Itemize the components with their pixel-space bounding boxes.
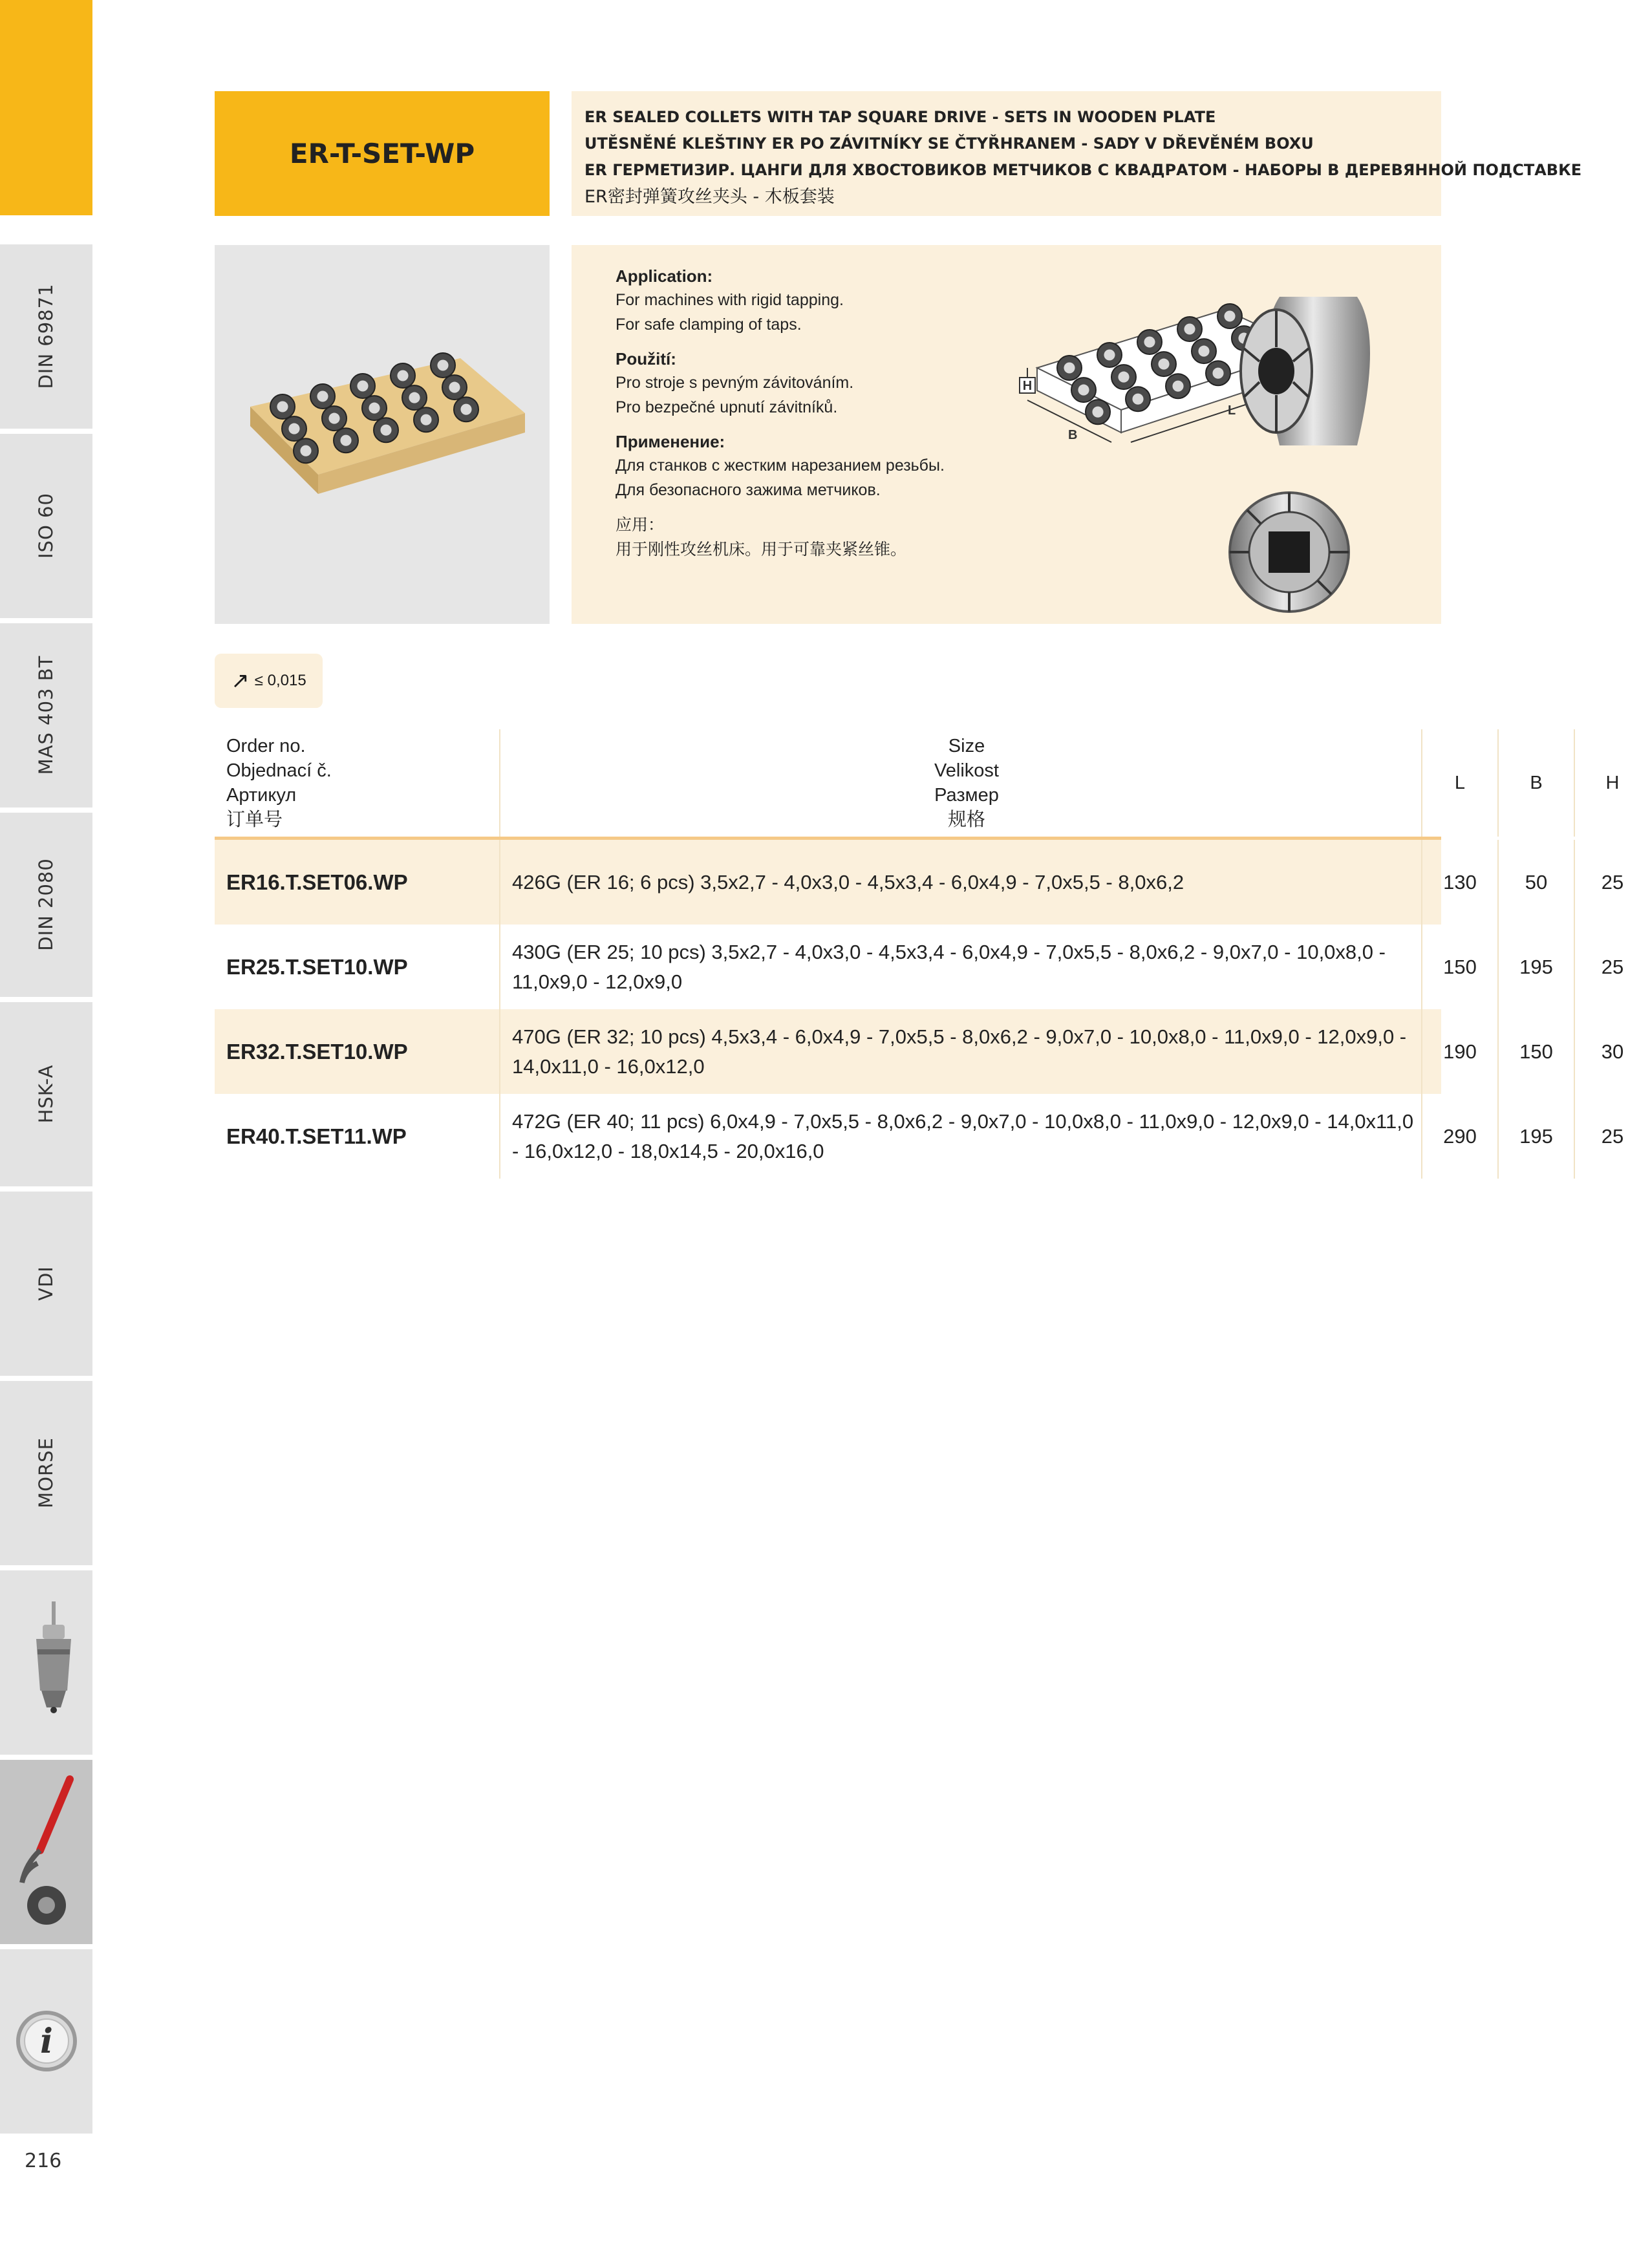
header-line: 订单号 bbox=[226, 809, 283, 830]
sidebar bbox=[0, 0, 92, 2146]
sidebar-tab-vdi[interactable] bbox=[0, 1192, 92, 1376]
sidebar-tab-label: MORSE bbox=[35, 1437, 57, 1508]
sidebar-tab-din-69871[interactable] bbox=[0, 244, 92, 429]
sidebar-tab-spanners-nuts[interactable] bbox=[0, 1760, 92, 1944]
drill-chuck-icon bbox=[0, 1570, 92, 1755]
sidebar-tab-label: MAS 403 BT bbox=[35, 655, 57, 775]
header-line: Size bbox=[948, 736, 985, 756]
application-heading-en: Application: bbox=[616, 266, 713, 286]
description-cs: UTĚSNĚNÉ KLEŠTINY ER PO ZÁVITNÍKY SE ČTYŘHRANEM - SADY V DŘEVĚNÉM BOXU bbox=[584, 134, 1314, 153]
collet-bore-shape bbox=[1184, 323, 1195, 334]
sidebar-tab-info[interactable] bbox=[0, 1949, 92, 2134]
application-line: Для безопасного зажима метчиков. bbox=[616, 481, 881, 499]
collet-bore-shape bbox=[277, 401, 288, 412]
sidebar-tab-label: HSK-A bbox=[35, 1064, 57, 1124]
sidebar-tab-mas-403-bt[interactable] bbox=[0, 623, 92, 808]
collet-set-photo bbox=[215, 245, 550, 624]
sidebar-tab-iso-60[interactable] bbox=[0, 434, 92, 618]
application-heading-cs: Použití: bbox=[616, 349, 676, 369]
collet-bore-shape bbox=[1158, 359, 1169, 370]
cell-h: 25 bbox=[1574, 1094, 1650, 1179]
collet-bore-shape bbox=[1172, 381, 1183, 392]
header-line: H bbox=[1605, 773, 1620, 793]
header-line: Order no. bbox=[226, 736, 306, 756]
svg-text:i: i bbox=[40, 2022, 53, 2061]
runout-value: ≤ 0,015 bbox=[254, 672, 306, 689]
table-row bbox=[215, 925, 1624, 1009]
collet-bore-shape bbox=[397, 370, 408, 381]
collet-bore-shape bbox=[300, 445, 311, 456]
runout-badge bbox=[215, 654, 323, 708]
application-line: Pro bezpečné upnutí závitníků. bbox=[616, 398, 838, 416]
collet-bore-shape bbox=[369, 403, 380, 414]
cell-size: 472G (ER 40; 11 pcs) 6,0x4,9 - 7,0x5,5 - 8,0x6,2 - 9,0x7,0 - 10,0x8,0 - 11,0x9,0 - 12,0x9,0 - 14,0x11,0 - 16,0x12,0 - 18,0x14,5 - 20,0x16,0 bbox=[499, 1094, 1421, 1179]
cell-h: 25 bbox=[1574, 925, 1650, 1009]
collet-bore-shape bbox=[1078, 385, 1089, 396]
collet-bore-shape bbox=[449, 382, 460, 393]
description-en: ER SEALED COLLETS WITH TAP SQUARE DRIVE - SETS IN WOODEN PLATE bbox=[584, 108, 1216, 126]
sidebar-tab-label: ISO 60 bbox=[35, 493, 57, 559]
dimension-label-h: H bbox=[1022, 379, 1033, 393]
application-heading-zh: 应用： bbox=[616, 516, 665, 534]
product-table bbox=[215, 729, 1624, 1179]
sidebar-tab-din-2080[interactable] bbox=[0, 813, 92, 997]
cell-b: 150 bbox=[1497, 1009, 1574, 1094]
application-heading-ru: Применение: bbox=[616, 432, 725, 451]
header-l bbox=[1421, 729, 1497, 837]
cell-size: 426G (ER 16; 6 pcs) 3,5x2,7 - 4,0x3,0 - 4,5x3,4 - 6,0x4,9 - 7,0x5,5 - 8,0x6,2 bbox=[499, 840, 1421, 925]
application-line: 用于刚性攻丝机床。用于可靠夹紧丝锥。 bbox=[616, 540, 907, 559]
cell-size: 470G (ER 32; 10 pcs) 4,5x3,4 - 6,0x4,9 - 7,0x5,5 - 8,0x6,2 - 9,0x7,0 - 10,0x8,0 - 11,0x9,0 - 12,0x9,0 - 14,0x11,0 - 16,0x12,0 bbox=[499, 1009, 1421, 1094]
application-panel bbox=[572, 245, 1441, 624]
application-line: Для станков с жестким нарезанием резьбы. bbox=[616, 456, 945, 475]
header-order bbox=[215, 729, 499, 837]
cell-l: 190 bbox=[1421, 1009, 1497, 1094]
spanner-and-nut-icon bbox=[0, 1760, 92, 1944]
table-header bbox=[215, 729, 1620, 840]
sidebar-tab-label: DIN 69871 bbox=[35, 283, 57, 389]
collet-bore-shape bbox=[328, 413, 339, 424]
collet-bore-shape bbox=[437, 359, 448, 370]
product-title-box bbox=[215, 91, 550, 216]
collet-bore-shape bbox=[1064, 362, 1075, 373]
collet-bore-shape bbox=[1104, 349, 1115, 360]
table-row bbox=[215, 1094, 1624, 1179]
header-line: 规格 bbox=[947, 809, 985, 830]
collet-bore-shape bbox=[317, 390, 328, 401]
dimension-label-b: B bbox=[1068, 428, 1078, 442]
collet-bore-shape bbox=[357, 380, 368, 391]
application-line: Pro stroje s pevným závitováním. bbox=[616, 374, 854, 392]
collet-bore-shape bbox=[1132, 394, 1143, 405]
header-line: Velikost bbox=[934, 760, 999, 781]
table-row bbox=[215, 1009, 1624, 1094]
collet-bore-shape bbox=[420, 414, 431, 425]
dimension-label-l: L bbox=[1228, 403, 1236, 418]
cell-l: 130 bbox=[1421, 840, 1497, 925]
header-line: Артикул bbox=[226, 785, 297, 806]
cell-h: 30 bbox=[1574, 1009, 1650, 1094]
cell-order: ER40.T.SET11.WP bbox=[226, 1124, 407, 1148]
collet-bore-shape bbox=[1198, 346, 1209, 357]
page-number: 216 bbox=[25, 2150, 62, 2172]
collet-bore-shape bbox=[380, 425, 391, 436]
sidebar-tab-label: DIN 2080 bbox=[35, 858, 57, 951]
cell-l: 150 bbox=[1421, 925, 1497, 1009]
header-b bbox=[1497, 729, 1574, 837]
sidebar-tab-hsk-a[interactable] bbox=[0, 1002, 92, 1186]
description-zh: ER密封弹簧攻丝夹头 - 木板套装 bbox=[584, 187, 835, 207]
cell-order: ER32.T.SET10.WP bbox=[226, 1039, 408, 1064]
sidebar-tab-morse[interactable] bbox=[0, 1381, 92, 1565]
collet-bore-shape bbox=[288, 423, 299, 434]
collet-bore-shape bbox=[340, 435, 351, 446]
collet-bore-shape bbox=[409, 392, 420, 403]
collet-bore-shape bbox=[1118, 372, 1129, 383]
collet-bore-shape bbox=[1092, 407, 1103, 418]
description-ru: ER ГЕРМЕТИЗИР. ЦАНГИ ДЛЯ ХВОСТОВИКОВ МЕТЧИКОВ С КВАДРАТОМ - НАБОРЫ В ДЕРЕВЯННОЙ ПОДСТАВКЕ bbox=[584, 161, 1582, 179]
cell-l: 290 bbox=[1421, 1094, 1497, 1179]
product-description bbox=[572, 91, 1582, 216]
runout-arrow-icon: ↗ bbox=[231, 669, 250, 693]
cell-order: ER16.T.SET06.WP bbox=[226, 870, 408, 894]
cell-b: 50 bbox=[1497, 840, 1574, 925]
sidebar-tab-label: VDI bbox=[35, 1266, 57, 1301]
header-line: Objednací č. bbox=[226, 760, 332, 781]
cell-size: 430G (ER 25; 10 pcs) 3,5x2,7 - 4,0x3,0 - 4,5x3,4 - 6,0x4,9 - 7,0x5,5 - 8,0x6,2 - 9,0x7,0 - 10,0x8,0 - 11,0x9,0 - 12,0x9,0 bbox=[499, 925, 1421, 1009]
product-photo bbox=[215, 245, 550, 624]
collet-bore-shape bbox=[1144, 336, 1155, 347]
cell-b: 195 bbox=[1497, 1094, 1574, 1179]
header-size bbox=[499, 729, 1421, 837]
header-line: L bbox=[1454, 773, 1466, 793]
application-line: For machines with rigid tapping. bbox=[616, 291, 844, 309]
header-h bbox=[1574, 729, 1650, 837]
product-title: ER-T-SET-WP bbox=[289, 138, 475, 169]
cell-b: 195 bbox=[1497, 925, 1574, 1009]
cell-order: ER25.T.SET10.WP bbox=[226, 954, 408, 979]
table-row bbox=[215, 840, 1624, 925]
collet-closeup-images bbox=[1218, 271, 1431, 620]
sidebar-tab-drill-chucks[interactable] bbox=[0, 1570, 92, 1755]
header-line: Размер bbox=[934, 785, 999, 806]
collet-bore-shape bbox=[460, 404, 471, 415]
header-line: B bbox=[1530, 773, 1543, 793]
application-line: For safe clamping of taps. bbox=[616, 316, 802, 334]
sidebar-top-accent bbox=[0, 0, 92, 215]
info-icon bbox=[0, 1949, 92, 2134]
cell-h: 25 bbox=[1574, 840, 1650, 925]
